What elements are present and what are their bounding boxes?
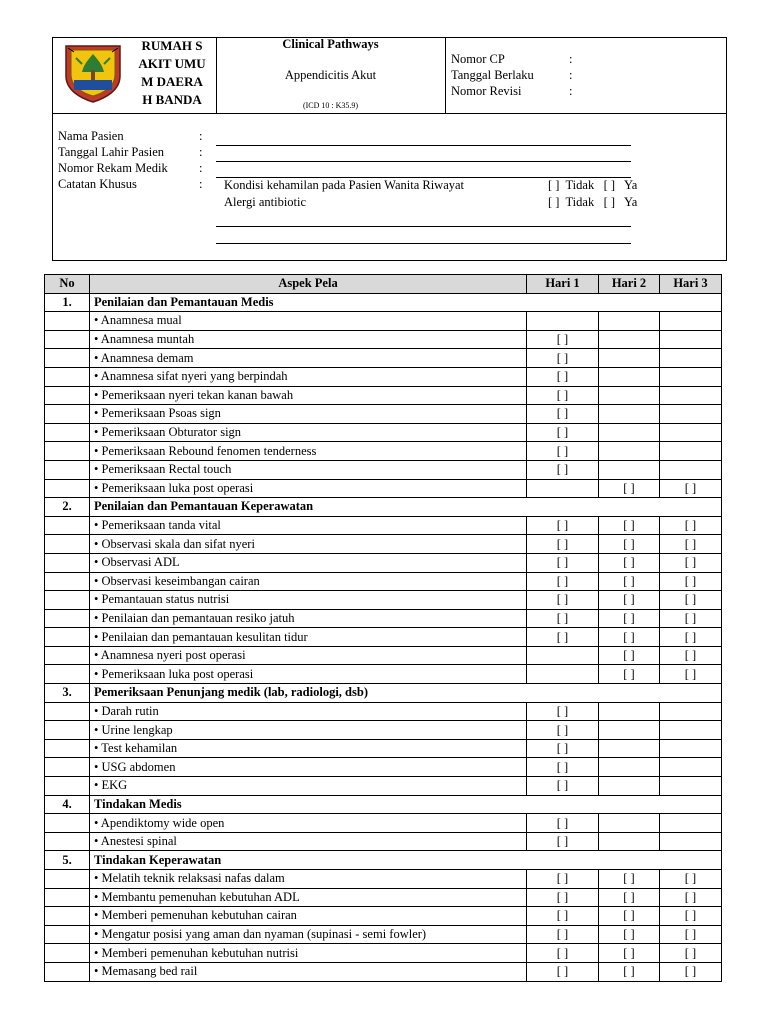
header-col-divider-2 — [445, 37, 446, 113]
icd-code: (ICD 10 : K35.9) — [302, 101, 359, 110]
meta-colon: : — [569, 84, 573, 98]
aspect-text: • Memasang bed rail — [90, 962, 527, 981]
checkbox-hari-2[interactable]: [ ] — [599, 888, 660, 907]
section-title: Tindakan Medis — [90, 795, 722, 814]
checkbox-hari-1[interactable]: [ ] — [527, 572, 599, 591]
checkbox-hari-2 — [599, 702, 660, 721]
table-row — [45, 386, 722, 405]
checkbox-hari-1[interactable]: [ ] — [527, 460, 599, 479]
row-number-cell — [45, 888, 90, 907]
aspect-text: • Mengatur posisi yang aman dan nyaman (supinasi - semi fowler) — [90, 925, 527, 944]
checkbox-hari-2[interactable]: [ ] — [599, 479, 660, 498]
table-row — [45, 553, 722, 572]
section-row — [45, 851, 722, 870]
row-number-cell — [45, 330, 90, 349]
checkbox-hari-2[interactable]: [ ] — [599, 944, 660, 963]
row-number-cell — [45, 609, 90, 628]
table-row — [45, 665, 722, 684]
checkbox-hari-1[interactable]: [ ] — [527, 907, 599, 926]
checkbox-hari-1[interactable]: [ ] — [527, 535, 599, 554]
checkbox-hari-1[interactable]: [ ] — [527, 423, 599, 442]
table-row — [45, 814, 722, 833]
checkbox-hari-2 — [599, 721, 660, 740]
option-ya-label: Ya — [623, 195, 638, 209]
table-row — [45, 702, 722, 721]
catatan-field-line-2[interactable] — [216, 243, 631, 244]
aspect-text: • Anestesi spinal — [90, 832, 527, 851]
section-number: 5. — [45, 851, 90, 870]
note-options-row — [548, 194, 637, 211]
hospital-name — [128, 37, 216, 109]
table-row — [45, 777, 722, 796]
diagnosis-title: Appendicitis Akut — [284, 68, 377, 82]
hospital-logo — [60, 42, 126, 104]
checkbox-hari-2[interactable]: [ ] — [599, 925, 660, 944]
checkbox-hari-1[interactable]: [ ] — [527, 516, 599, 535]
checkbox-hari-2[interactable]: [ ] — [599, 516, 660, 535]
checkbox-hari-2[interactable]: [ ] — [599, 870, 660, 889]
hospital-name-line: RUMAH S — [141, 38, 203, 53]
meta-label-cp: Nomor CP — [451, 52, 505, 66]
checkbox-hari-2[interactable]: [ ] — [599, 609, 660, 628]
checkbox-hari-3 — [660, 312, 722, 331]
clinical-pathway-table — [44, 274, 722, 982]
patient-labels — [58, 128, 168, 192]
checkbox-hari-1[interactable]: [ ] — [527, 349, 599, 368]
aspect-text: • Anamnesa sifat nyeri yang berpindah — [90, 367, 527, 386]
checkbox-hari-1[interactable]: [ ] — [527, 609, 599, 628]
table-row — [45, 591, 722, 610]
tanggal-lahir-field[interactable] — [216, 161, 631, 162]
aspect-text: • Observasi keseimbangan cairan — [90, 572, 527, 591]
checkbox-hari-3 — [660, 330, 722, 349]
checkbox-hari-2 — [599, 367, 660, 386]
checkbox-hari-2[interactable]: [ ] — [599, 628, 660, 647]
checkbox-hari-1[interactable]: [ ] — [527, 405, 599, 424]
note-options — [548, 177, 637, 211]
colon: : — [199, 161, 203, 175]
table-row — [45, 609, 722, 628]
checkbox-hari-3[interactable]: [ ] — [660, 628, 722, 647]
checkbox-tidak[interactable]: [ ] — [548, 195, 560, 209]
checkbox-hari-3[interactable]: [ ] — [660, 609, 722, 628]
table-row — [45, 312, 722, 331]
section-title: Tindakan Keperawatan — [90, 851, 722, 870]
hospital-name-line: M DAERA — [141, 74, 203, 89]
checkbox-hari-2[interactable]: [ ] — [599, 553, 660, 572]
row-number-cell — [45, 535, 90, 554]
checkbox-hari-2 — [599, 814, 660, 833]
section-title: Pemeriksaan Penunjang medik (lab, radiologi, dsb) — [90, 684, 722, 703]
meta-colons — [569, 51, 572, 99]
row-number-cell — [45, 367, 90, 386]
checkbox-hari-1 — [527, 665, 599, 684]
aspect-text: • Observasi ADL — [90, 553, 527, 572]
checkbox-hari-2 — [599, 405, 660, 424]
section-number: 2. — [45, 498, 90, 517]
checkbox-hari-1[interactable]: [ ] — [527, 386, 599, 405]
aspect-text: • Penilaian dan pemantauan kesulitan tidur — [90, 628, 527, 647]
row-number-cell — [45, 442, 90, 461]
table-row — [45, 758, 722, 777]
row-number-cell — [45, 962, 90, 981]
checkbox-hari-3 — [660, 739, 722, 758]
table-row — [45, 572, 722, 591]
note-texts — [224, 177, 464, 211]
checkbox-hari-2[interactable]: [ ] — [599, 646, 660, 665]
table-header-row — [45, 275, 722, 294]
aspect-text: • Pemeriksaan Obturator sign — [90, 423, 527, 442]
aspect-text: • Pemantauan status nutrisi — [90, 591, 527, 610]
label-catatan-khusus: Catatan Khusus — [58, 177, 137, 191]
section-title: Penilaian dan Pemantauan Keperawatan — [90, 498, 722, 517]
table-row — [45, 962, 722, 981]
table-row — [45, 628, 722, 647]
meta-colon: : — [569, 52, 573, 66]
row-number-cell — [45, 832, 90, 851]
section-title: Penilaian dan Pemantauan Medis — [90, 293, 722, 312]
checkbox-hari-2 — [599, 460, 660, 479]
checkbox-hari-3 — [660, 814, 722, 833]
table-row — [45, 516, 722, 535]
checkbox-hari-1[interactable]: [ ] — [527, 721, 599, 740]
aspect-text: • EKG — [90, 777, 527, 796]
table-body — [45, 293, 722, 981]
aspect-text: • Pemeriksaan luka post operasi — [90, 665, 527, 684]
header-aspek: Aspek Pela — [90, 275, 527, 294]
checkbox-hari-3[interactable]: [ ] — [660, 479, 722, 498]
header-divider — [52, 113, 727, 114]
option-ya-label: Ya — [623, 178, 638, 192]
aspect-text: • Pemeriksaan nyeri tekan kanan bawah — [90, 386, 527, 405]
row-number-cell — [45, 591, 90, 610]
checkbox-hari-2[interactable]: [ ] — [599, 665, 660, 684]
row-number-cell — [45, 870, 90, 889]
note-options-row — [548, 177, 637, 194]
checkbox-hari-2[interactable]: [ ] — [599, 907, 660, 926]
checkbox-hari-1[interactable]: [ ] — [527, 888, 599, 907]
row-number-cell — [45, 460, 90, 479]
row-number-cell — [45, 646, 90, 665]
checkbox-hari-3[interactable]: [ ] — [660, 870, 722, 889]
table-row — [45, 367, 722, 386]
catatan-field-line-1[interactable] — [216, 226, 631, 227]
checkbox-hari-1[interactable]: [ ] — [527, 962, 599, 981]
checkbox-hari-3[interactable]: [ ] — [660, 535, 722, 554]
header-hari-3: Hari 3 — [660, 275, 722, 294]
option-tidak-label: Tidak — [565, 178, 595, 192]
table-row — [45, 721, 722, 740]
table-row — [45, 646, 722, 665]
checkbox-hari-3[interactable]: [ ] — [660, 591, 722, 610]
checkbox-hari-3[interactable]: [ ] — [660, 944, 722, 963]
checkbox-hari-2 — [599, 386, 660, 405]
checkbox-hari-1[interactable]: [ ] — [527, 925, 599, 944]
checkbox-hari-3 — [660, 349, 722, 368]
row-number-cell — [45, 349, 90, 368]
section-number: 4. — [45, 795, 90, 814]
row-number-cell — [45, 758, 90, 777]
checkbox-hari-2 — [599, 423, 660, 442]
checkbox-hari-1[interactable]: [ ] — [527, 367, 599, 386]
table-row — [45, 349, 722, 368]
aspect-text: • Memberi pemenuhan kebutuhan cairan — [90, 907, 527, 926]
checkbox-hari-3 — [660, 721, 722, 740]
aspect-text: • Pemeriksaan tanda vital — [90, 516, 527, 535]
table-row — [45, 907, 722, 926]
checkbox-hari-3 — [660, 367, 722, 386]
aspect-text: • Pemeriksaan luka post operasi — [90, 479, 527, 498]
checkbox-hari-1[interactable]: [ ] — [527, 832, 599, 851]
checkbox-hari-3[interactable]: [ ] — [660, 646, 722, 665]
nama-pasien-field[interactable] — [216, 145, 631, 146]
checkbox-hari-2 — [599, 832, 660, 851]
row-number-cell — [45, 814, 90, 833]
section-row — [45, 684, 722, 703]
row-number-cell — [45, 479, 90, 498]
aspect-text: • USG abdomen — [90, 758, 527, 777]
row-number-cell — [45, 925, 90, 944]
hospital-name-line: H BANDA — [142, 92, 202, 107]
table-row — [45, 442, 722, 461]
option-tidak-label: Tidak — [565, 195, 595, 209]
checkbox-hari-3 — [660, 386, 722, 405]
checkbox-hari-3 — [660, 442, 722, 461]
colon: : — [199, 129, 203, 143]
checkbox-hari-3 — [660, 832, 722, 851]
section-number: 1. — [45, 293, 90, 312]
row-number-cell — [45, 739, 90, 758]
checkbox-hari-1 — [527, 479, 599, 498]
table-row — [45, 832, 722, 851]
checkbox-ya[interactable]: [ ] — [603, 178, 616, 192]
aspect-text: • Memberi pemenuhan kebutuhan nutrisi — [90, 944, 527, 963]
checkbox-hari-1[interactable]: [ ] — [527, 591, 599, 610]
checkbox-hari-1[interactable]: [ ] — [527, 330, 599, 349]
checkbox-hari-2 — [599, 739, 660, 758]
checkbox-hari-3[interactable]: [ ] — [660, 572, 722, 591]
aspect-text: • Anamnesa nyeri post operasi — [90, 646, 527, 665]
meta-label-tanggal: Tanggal Berlaku — [451, 68, 534, 82]
table-row — [45, 405, 722, 424]
aspect-text: • Anamnesa demam — [90, 349, 527, 368]
checkbox-hari-2[interactable]: [ ] — [599, 572, 660, 591]
aspect-text: • Darah rutin — [90, 702, 527, 721]
meta-label-revisi: Nomor Revisi — [451, 84, 522, 98]
section-row — [45, 498, 722, 517]
aspect-text: • Penilaian dan pemantauan resiko jatuh — [90, 609, 527, 628]
aspect-text: • Melatih teknik relaksasi nafas dalam — [90, 870, 527, 889]
table-row — [45, 423, 722, 442]
table-row — [45, 330, 722, 349]
label-tanggal-lahir: Tanggal Lahir Pasien — [58, 145, 165, 159]
checkbox-hari-2 — [599, 330, 660, 349]
checkbox-hari-1[interactable]: [ ] — [527, 702, 599, 721]
checkbox-hari-3[interactable]: [ ] — [660, 516, 722, 535]
aspect-text: • Test kehamilan — [90, 739, 527, 758]
checkbox-hari-3[interactable]: [ ] — [660, 888, 722, 907]
meta-labels — [451, 51, 534, 99]
row-number-cell — [45, 702, 90, 721]
aspect-text: • Observasi skala dan sifat nyeri — [90, 535, 527, 554]
row-number-cell — [45, 665, 90, 684]
meta-colon: : — [569, 68, 573, 82]
checkbox-hari-2[interactable]: [ ] — [599, 535, 660, 554]
checkbox-hari-1 — [527, 646, 599, 665]
section-row — [45, 293, 722, 312]
checkbox-hari-2[interactable]: [ ] — [599, 962, 660, 981]
checkbox-hari-1[interactable]: [ ] — [527, 739, 599, 758]
row-number-cell — [45, 516, 90, 535]
row-number-cell — [45, 907, 90, 926]
colon: : — [199, 145, 203, 159]
row-number-cell — [45, 572, 90, 591]
checkbox-ya[interactable]: [ ] — [603, 195, 616, 209]
aspect-text: • Apendiktomy wide open — [90, 814, 527, 833]
checkbox-hari-1[interactable]: [ ] — [527, 553, 599, 572]
checkbox-hari-1[interactable]: [ ] — [527, 758, 599, 777]
row-number-cell — [45, 312, 90, 331]
checkbox-hari-2 — [599, 442, 660, 461]
checkbox-hari-3[interactable]: [ ] — [660, 553, 722, 572]
checkbox-hari-3 — [660, 758, 722, 777]
checkbox-hari-2 — [599, 312, 660, 331]
doc-type: Clinical Pathways — [282, 37, 379, 51]
checkbox-hari-2 — [599, 349, 660, 368]
checkbox-hari-1[interactable]: [ ] — [527, 944, 599, 963]
header-hari-2: Hari 2 — [599, 275, 660, 294]
hospital-name-line: AKIT UMU — [138, 56, 206, 71]
row-number-cell — [45, 405, 90, 424]
checkbox-hari-1[interactable]: [ ] — [527, 814, 599, 833]
aspect-text: • Membantu pemenuhan kebutuhan ADL — [90, 888, 527, 907]
row-number-cell — [45, 628, 90, 647]
checkbox-hari-3 — [660, 405, 722, 424]
table-row — [45, 888, 722, 907]
checkbox-hari-3[interactable]: [ ] — [660, 907, 722, 926]
label-rekam-medik: Nomor Rekam Medik — [58, 161, 168, 175]
header-hari-1: Hari 1 — [527, 275, 599, 294]
row-number-cell — [45, 777, 90, 796]
checkbox-hari-2 — [599, 777, 660, 796]
checkbox-hari-3[interactable]: [ ] — [660, 925, 722, 944]
table-row — [45, 870, 722, 889]
checkbox-hari-2[interactable]: [ ] — [599, 591, 660, 610]
checkbox-hari-3[interactable]: [ ] — [660, 962, 722, 981]
table-row — [45, 944, 722, 963]
checkbox-tidak[interactable]: [ ] — [548, 178, 560, 192]
table-row — [45, 479, 722, 498]
checkbox-hari-1[interactable]: [ ] — [527, 870, 599, 889]
checkbox-hari-1[interactable]: [ ] — [527, 777, 599, 796]
aspect-text: • Anamnesa mual — [90, 312, 527, 331]
row-number-cell — [45, 721, 90, 740]
checkbox-hari-3 — [660, 460, 722, 479]
checkbox-hari-3 — [660, 423, 722, 442]
section-number: 3. — [45, 684, 90, 703]
table-row — [45, 739, 722, 758]
checkbox-hari-1[interactable]: [ ] — [527, 628, 599, 647]
patient-colons — [199, 128, 202, 192]
aspect-text: • Pemeriksaan Rebound fenomen tenderness — [90, 442, 527, 461]
header-no: No — [45, 275, 90, 294]
row-number-cell — [45, 553, 90, 572]
checkbox-hari-2 — [599, 758, 660, 777]
label-nama-pasien: Nama Pasien — [58, 129, 124, 143]
aspect-text: • Pemeriksaan Rectal touch — [90, 460, 527, 479]
checkbox-hari-3 — [660, 777, 722, 796]
checkbox-hari-1[interactable]: [ ] — [527, 442, 599, 461]
table-row — [45, 925, 722, 944]
checkbox-hari-3 — [660, 702, 722, 721]
colon: : — [199, 177, 203, 191]
note-alergi: Alergi antibiotic — [224, 195, 307, 209]
table-row — [45, 460, 722, 479]
row-number-cell — [45, 386, 90, 405]
aspect-text: • Urine lengkap — [90, 721, 527, 740]
row-number-cell — [45, 944, 90, 963]
note-kehamilan: Kondisi kehamilan pada Pasien Wanita Riwayat — [224, 178, 465, 192]
row-number-cell — [45, 423, 90, 442]
aspect-text: • Anamnesa muntah — [90, 330, 527, 349]
table-row — [45, 535, 722, 554]
checkbox-hari-1 — [527, 312, 599, 331]
checkbox-hari-3[interactable]: [ ] — [660, 665, 722, 684]
aspect-text: • Pemeriksaan Psoas sign — [90, 405, 527, 424]
section-row — [45, 795, 722, 814]
